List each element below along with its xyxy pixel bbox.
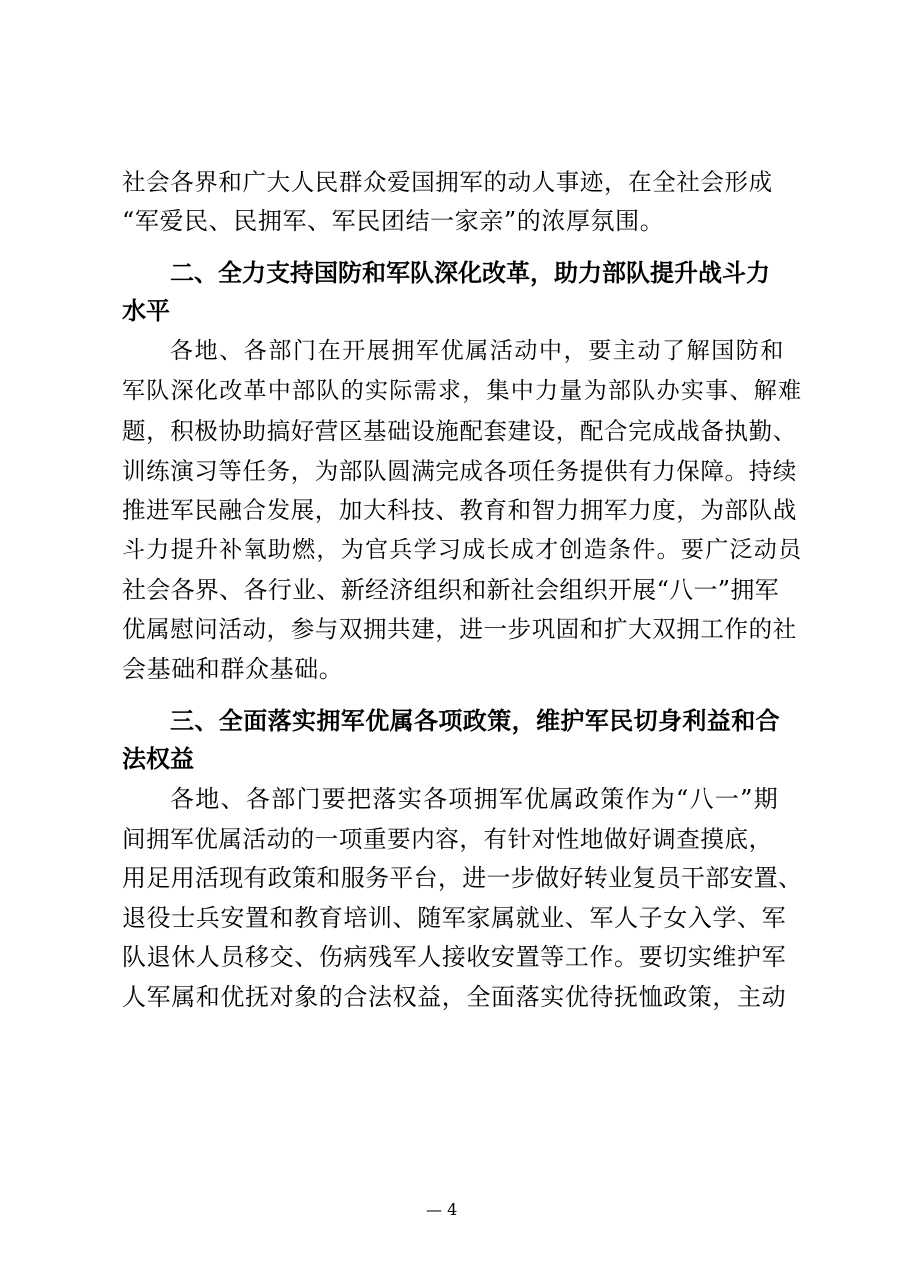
section-two-body-line-2: 军队深化改革中部队的实际需求，集中力量为部队办实事、解难 bbox=[122, 378, 803, 404]
section-three-body-line-1: 各地、各部门要把落实各项拥军优属政策作为“八一”期 bbox=[170, 785, 780, 813]
section-two-body-line-9: 会基础和群众基础。 bbox=[122, 655, 344, 683]
section-two-body-line-1: 各地、各部门在开展拥军优属活动中，要主动了解国防和 bbox=[170, 338, 785, 364]
section-three-body-line-5: 队退休人员移交、伤病残军人接收安置等工作。要切实维护军 bbox=[122, 943, 787, 971]
section-two-body-line-3: 题，积极协助搞好营区基础设施配套建设，配合完成战备执勤、 bbox=[122, 417, 797, 445]
section-two-body-line-5: 推进军民融合发展，加大科技、教育和智力拥军力度，为部队战 bbox=[122, 496, 797, 524]
section-three-body-line-4: 退役士兵安置和教育培训、随军家属就业、军人子女入学、军 bbox=[122, 904, 787, 932]
section-two-heading-line-2: 水平 bbox=[122, 297, 170, 325]
section-three-heading-line-1: 三、全面落实拥军优属各项政策，维护军民切身利益和合 bbox=[170, 707, 780, 735]
section-two-body-line-8: 优属慰问活动，参与双拥共建，进一步巩固和扩大双拥工作的社 bbox=[122, 615, 797, 643]
section-three-heading-line-2: 法权益 bbox=[122, 745, 194, 773]
section-three-body-line-2: 间拥军优属活动的一项重要内容，有针对性地做好调查摸底， bbox=[122, 825, 773, 853]
section-two-body-line-7: 社会各界、各行业、新经济组织和新社会组织开展“八一”拥军 bbox=[122, 576, 779, 604]
section-two-body-line-4: 训练演习等任务，为部队圆满完成各项任务提供有力保障。持续 bbox=[122, 457, 797, 485]
section-two-body-line-6: 斗力提升补氧助燃，为官兵学习成长成才创造条件。要广泛动员 bbox=[122, 537, 803, 563]
section-three-body-line-6: 人军属和优抚对象的合法权益，全面落实优待抚恤政策，主动 bbox=[122, 983, 787, 1011]
intro-line-1: 社会各界和广大人民群众爱国拥军的动人事迹，在全社会形成 bbox=[122, 168, 773, 196]
intro-line-2: “军爱民、民拥军、军民团结一家亲”的浓厚氛围。 bbox=[122, 207, 665, 235]
section-two-heading-line-1: 二、全力支持国防和军队深化改革，助力部队提升战斗力 bbox=[170, 259, 770, 287]
page-number: — 4 bbox=[426, 1200, 458, 1219]
section-three-body-line-3: 用足用活现有政策和服务平台，进一步做好转业复员干部安置、 bbox=[122, 864, 803, 892]
